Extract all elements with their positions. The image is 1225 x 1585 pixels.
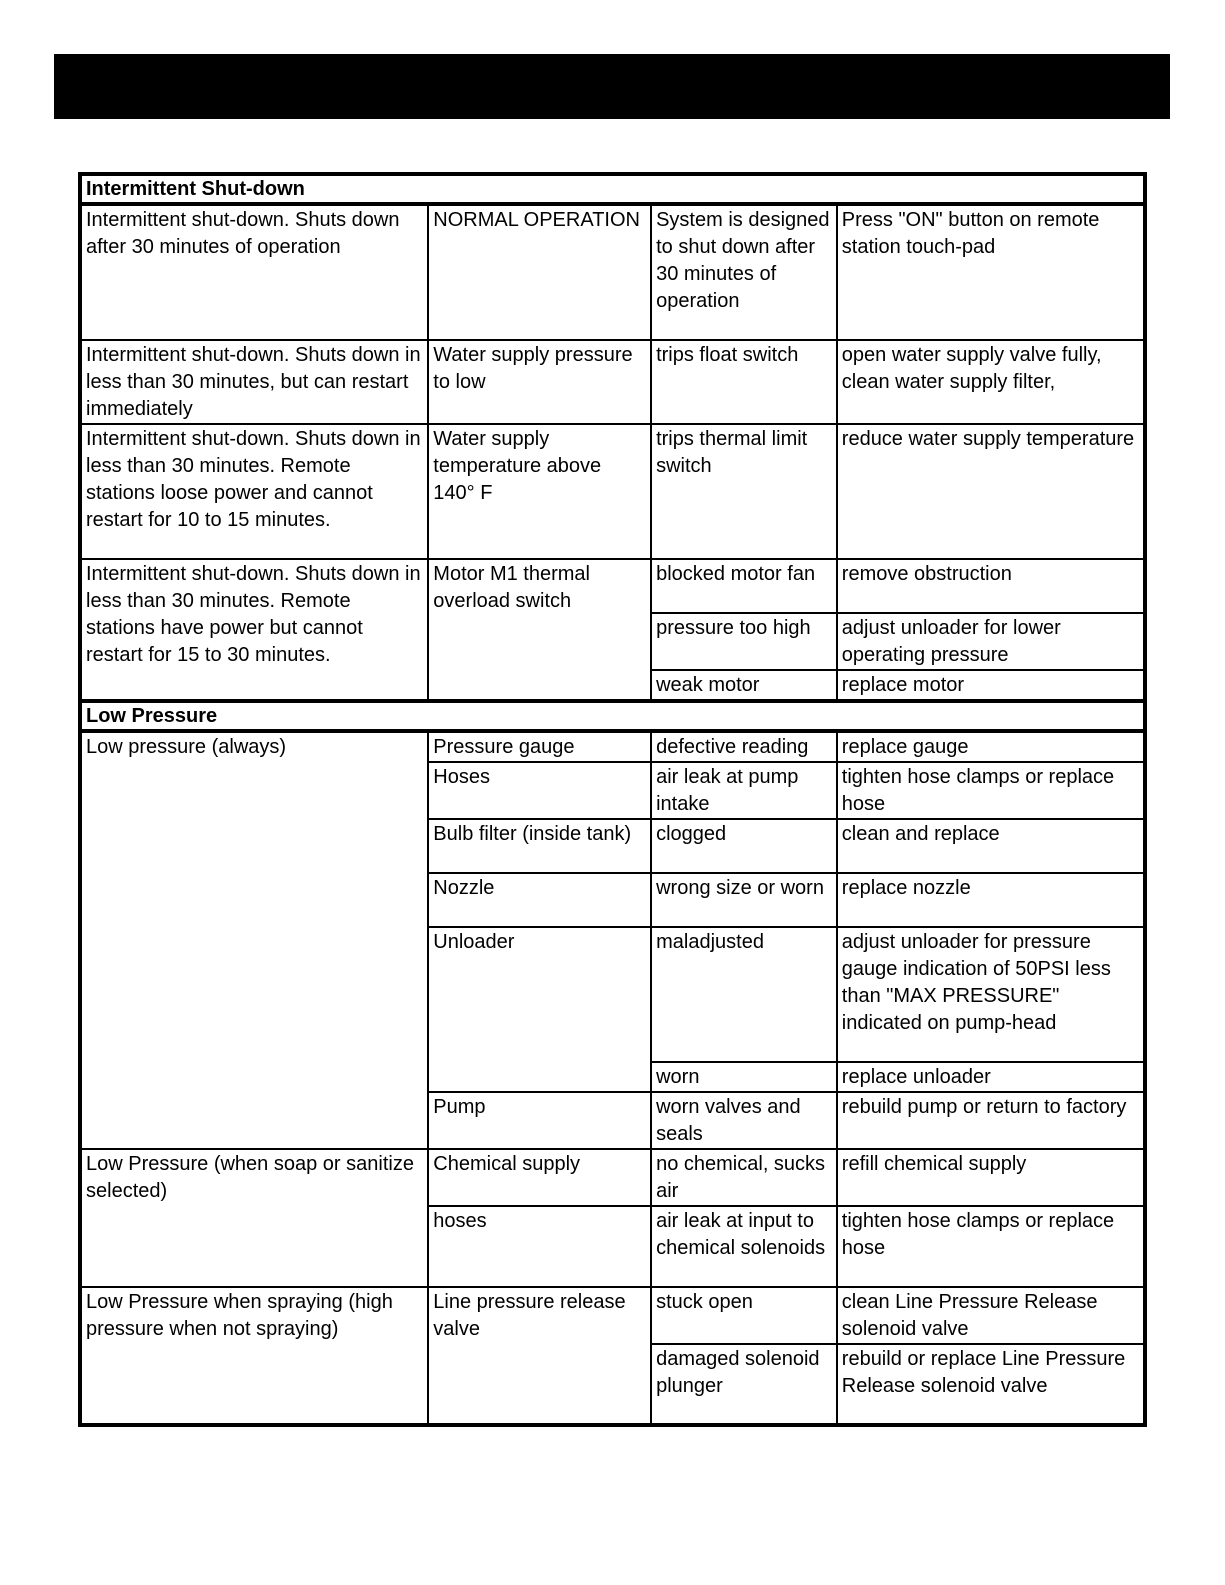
remedy-cell: tighten hose clamps or replace hose: [837, 762, 1145, 819]
component-cell: Hoses: [428, 762, 651, 819]
symptom-cell: Intermittent shut-down. Shuts down after 30 minutes of operation: [80, 204, 428, 340]
component-cell: Water supply temperature above 140° F: [428, 424, 651, 559]
section-header-row: [80, 174, 1145, 204]
troubleshooting-table: [78, 172, 1147, 1427]
cause-cell: defective reading: [651, 731, 837, 762]
cause-cell: no chemical, sucks air: [651, 1149, 837, 1206]
remedy-cell: rebuild pump or return to factory: [837, 1092, 1145, 1149]
remedy-cell: clean Line Pressure Release solenoid valve: [837, 1287, 1145, 1344]
component-cell: Pump: [428, 1092, 651, 1149]
cause-cell: wrong size or worn: [651, 873, 837, 927]
component-cell: NORMAL OPERATION: [428, 204, 651, 340]
remedy-cell: replace unloader: [837, 1062, 1145, 1092]
section-header-row: [80, 701, 1145, 731]
symptom-cell: Low Pressure when spraying (high pressure when not spraying): [80, 1287, 428, 1425]
component-cell: Pressure gauge: [428, 731, 651, 762]
component-cell: Bulb filter (inside tank): [428, 819, 651, 873]
remedy-cell: remove obstruction: [837, 559, 1145, 613]
remedy-cell: replace nozzle: [837, 873, 1145, 927]
table-row: [80, 1287, 1145, 1344]
remedy-cell: replace gauge: [837, 731, 1145, 762]
remedy-cell: clean and replace: [837, 819, 1145, 873]
remedy-cell: reduce water supply temperature: [837, 424, 1145, 559]
component-cell: hoses: [428, 1206, 651, 1287]
cause-cell: stuck open: [651, 1287, 837, 1344]
component-cell: Chemical supply: [428, 1149, 651, 1206]
remedy-cell: refill chemical supply: [837, 1149, 1145, 1206]
header-bar: [54, 54, 1170, 119]
component-cell: Nozzle: [428, 873, 651, 927]
component-cell: Line pressure release valve: [428, 1287, 651, 1425]
table-row: [80, 1149, 1145, 1206]
section-title: Intermittent Shut-down: [80, 174, 1145, 204]
symptom-cell: Intermittent shut-down. Shuts down in less than 30 minutes, but can restart immediately: [80, 340, 428, 424]
cause-cell: air leak at input to chemical solenoids: [651, 1206, 837, 1287]
cause-cell: maladjusted: [651, 927, 837, 1062]
cause-cell: trips thermal limit switch: [651, 424, 837, 559]
remedy-cell: replace motor: [837, 670, 1145, 701]
cause-cell: worn valves and seals: [651, 1092, 837, 1149]
cause-cell: air leak at pump intake: [651, 762, 837, 819]
remedy-cell: tighten hose clamps or replace hose: [837, 1206, 1145, 1287]
symptom-cell: Intermittent shut-down. Shuts down in less than 30 minutes. Remote stations loose power and cannot restart for 10 to 15 minutes.: [80, 424, 428, 559]
remedy-cell: open water supply valve fully, clean water supply filter,: [837, 340, 1145, 424]
symptom-cell: Low Pressure (when soap or sanitize selected): [80, 1149, 428, 1287]
cause-cell: clogged: [651, 819, 837, 873]
remedy-cell: Press "ON" button on remote station touch-pad: [837, 204, 1145, 340]
table-row: [80, 340, 1145, 424]
table-row: [80, 559, 1145, 613]
cause-cell: weak motor: [651, 670, 837, 701]
table-row: [80, 424, 1145, 559]
remedy-cell: rebuild or replace Line Pressure Release solenoid valve: [837, 1344, 1145, 1425]
component-cell: Motor M1 thermal overload switch: [428, 559, 651, 701]
symptom-cell: Intermittent shut-down. Shuts down in less than 30 minutes. Remote stations have power but cannot restart for 15 to 30 minutes.: [80, 559, 428, 701]
remedy-cell: adjust unloader for lower operating pressure: [837, 613, 1145, 670]
cause-cell: trips float switch: [651, 340, 837, 424]
symptom-cell: Low pressure (always): [80, 731, 428, 1149]
cause-cell: System is designed to shut down after 30 minutes of operation: [651, 204, 837, 340]
remedy-cell: adjust unloader for pressure gauge indication of 50PSI less than "MAX PRESSURE" indicated on pump-head: [837, 927, 1145, 1062]
cause-cell: damaged solenoid plunger: [651, 1344, 837, 1425]
table-row: [80, 204, 1145, 340]
cause-cell: blocked motor fan: [651, 559, 837, 613]
cause-cell: worn: [651, 1062, 837, 1092]
cause-cell: pressure too high: [651, 613, 837, 670]
component-cell: Water supply pressure to low: [428, 340, 651, 424]
table-row: [80, 731, 1145, 762]
troubleshooting-table-wrapper: [78, 172, 1147, 1427]
section-title: Low Pressure: [80, 701, 1145, 731]
component-cell: Unloader: [428, 927, 651, 1092]
